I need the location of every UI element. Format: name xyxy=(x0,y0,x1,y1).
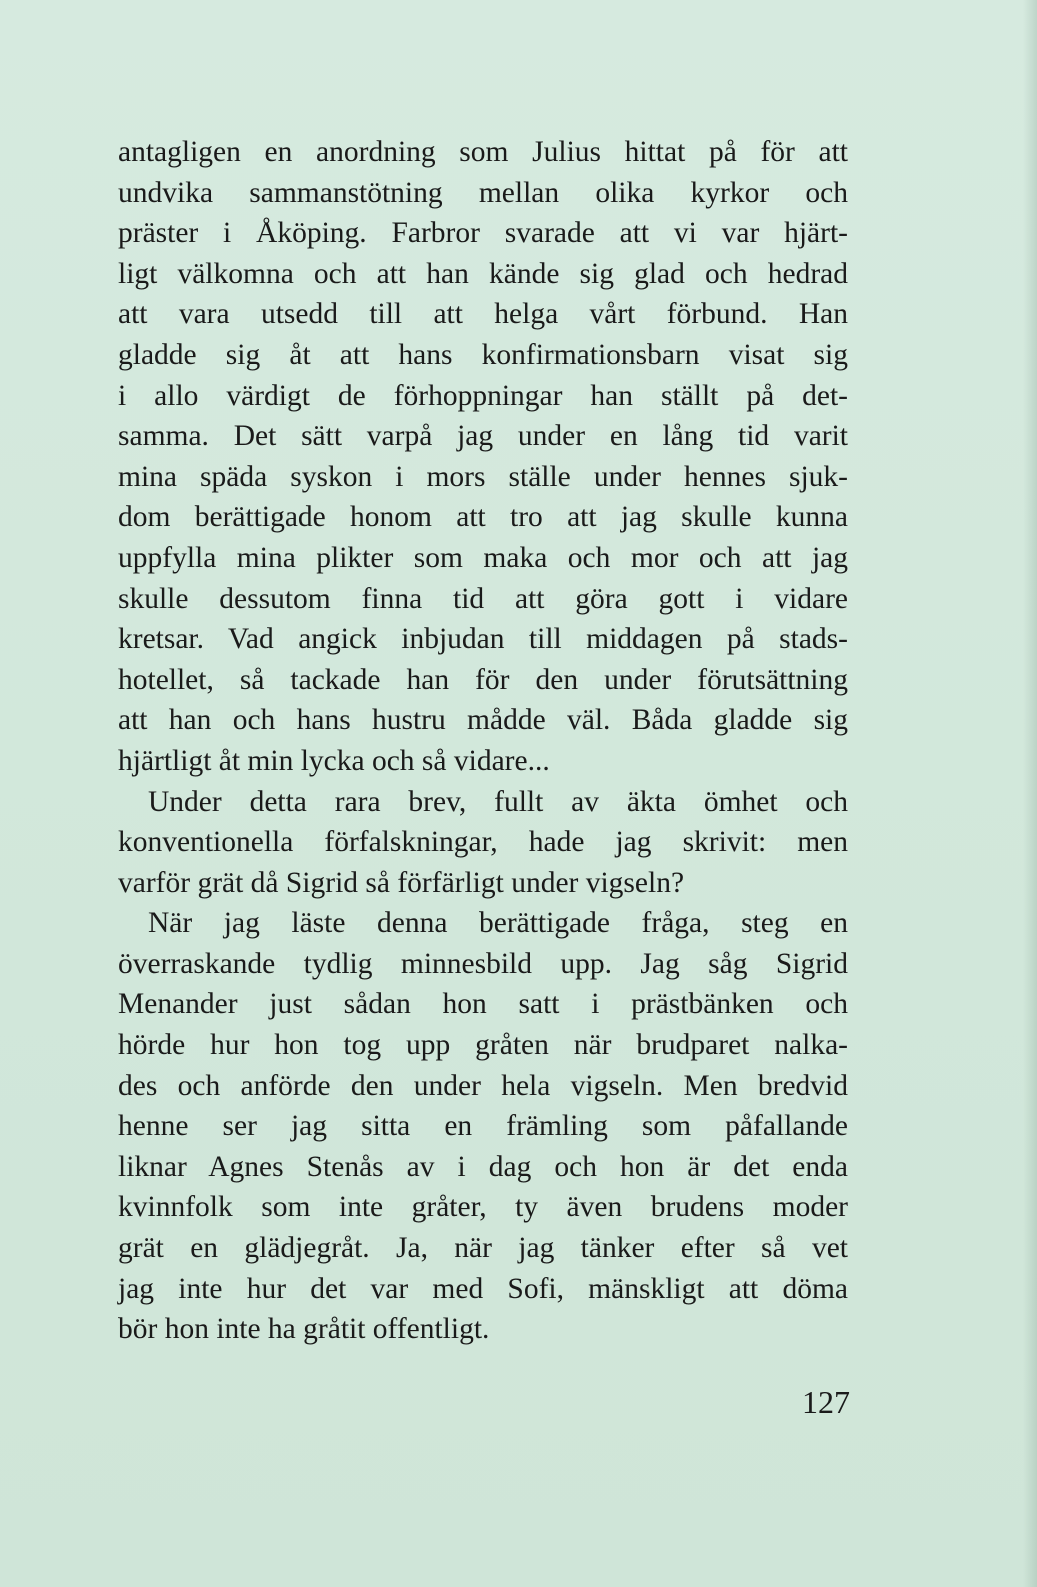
text-line: präster i Åköping. Farbror svarade att vi var hjärt- xyxy=(118,217,848,250)
text-line: undvika sammanstötning mellan olika kyrkor och xyxy=(118,176,848,209)
text-line: Menander just sådan hon satt i prästbänken och xyxy=(118,988,848,1021)
text-line: liknar Agnes Stenås av i dag och hon är det enda xyxy=(118,1150,848,1183)
text-line: kretsar. Vad angick inbjudan till middagen på stads- xyxy=(118,623,848,656)
text-line: des och anförde den under hela vigseln. Men bredvid xyxy=(118,1069,848,1102)
text-line: Under detta rara brev, fullt av äkta ömhet och xyxy=(148,785,848,818)
text-line: antagligen en anordning som Julius hittat på för att xyxy=(118,136,848,168)
text-line: grät en glädjegråt. Ja, när jag tänker efter så vet xyxy=(118,1232,848,1265)
text-line: mina späda syskon i mors ställe under hennes sjuk- xyxy=(118,460,848,493)
text-line: hotellet, så tackade han för den under förutsättning xyxy=(118,663,848,696)
text-line: ligt välkomna och att han kände sig glad och hedrad xyxy=(118,257,848,290)
text-line: varför grät då Sigrid så förfärligt under vigseln? xyxy=(118,866,685,899)
text-line: samma. Det sätt varpå jag under en lång tid varit xyxy=(118,420,848,453)
text-line: skulle dessutom finna tid att göra gott i vidare xyxy=(118,582,848,615)
text-line: hörde hur hon tog upp gråten när brudparet nalka- xyxy=(118,1029,848,1062)
text-line: konventionella förfalskningar, hade jag skrivit: men xyxy=(118,826,848,859)
body-text xyxy=(118,132,848,1350)
page-edge-shadow xyxy=(1023,0,1037,1587)
text-line: dom berättigade honom att tro att jag skulle kunna xyxy=(118,501,848,534)
text-line: gladde sig åt att hans konfirmationsbarn visat sig xyxy=(118,338,848,371)
text-line: henne ser jag sitta en främling som påfallande xyxy=(118,1110,848,1143)
text-line: bör hon inte ha gråtit offentligt. xyxy=(118,1313,490,1346)
text-line: i allo värdigt de förhoppningar han ställt på det- xyxy=(118,379,848,412)
text-line: att han och hans hustru mådde väl. Båda gladde sig xyxy=(118,704,848,737)
text-line: kvinnfolk som inte gråter, ty även brudens moder xyxy=(118,1191,848,1224)
text-line: att vara utsedd till att helga vårt förbund. Han xyxy=(118,298,848,331)
text-line: hjärtligt åt min lycka och så vidare... xyxy=(118,744,550,777)
text-line: jag inte hur det var med Sofi, mänskligt att döma xyxy=(118,1272,848,1305)
text-line: överraskande tydlig minnesbild upp. Jag såg Sigrid xyxy=(118,947,848,980)
page-number: 127 xyxy=(802,1384,850,1420)
text-line: När jag läste denna berättigade fråga, steg en xyxy=(148,907,848,940)
text-line: uppfylla mina plikter som maka och mor och att jag xyxy=(118,541,848,574)
